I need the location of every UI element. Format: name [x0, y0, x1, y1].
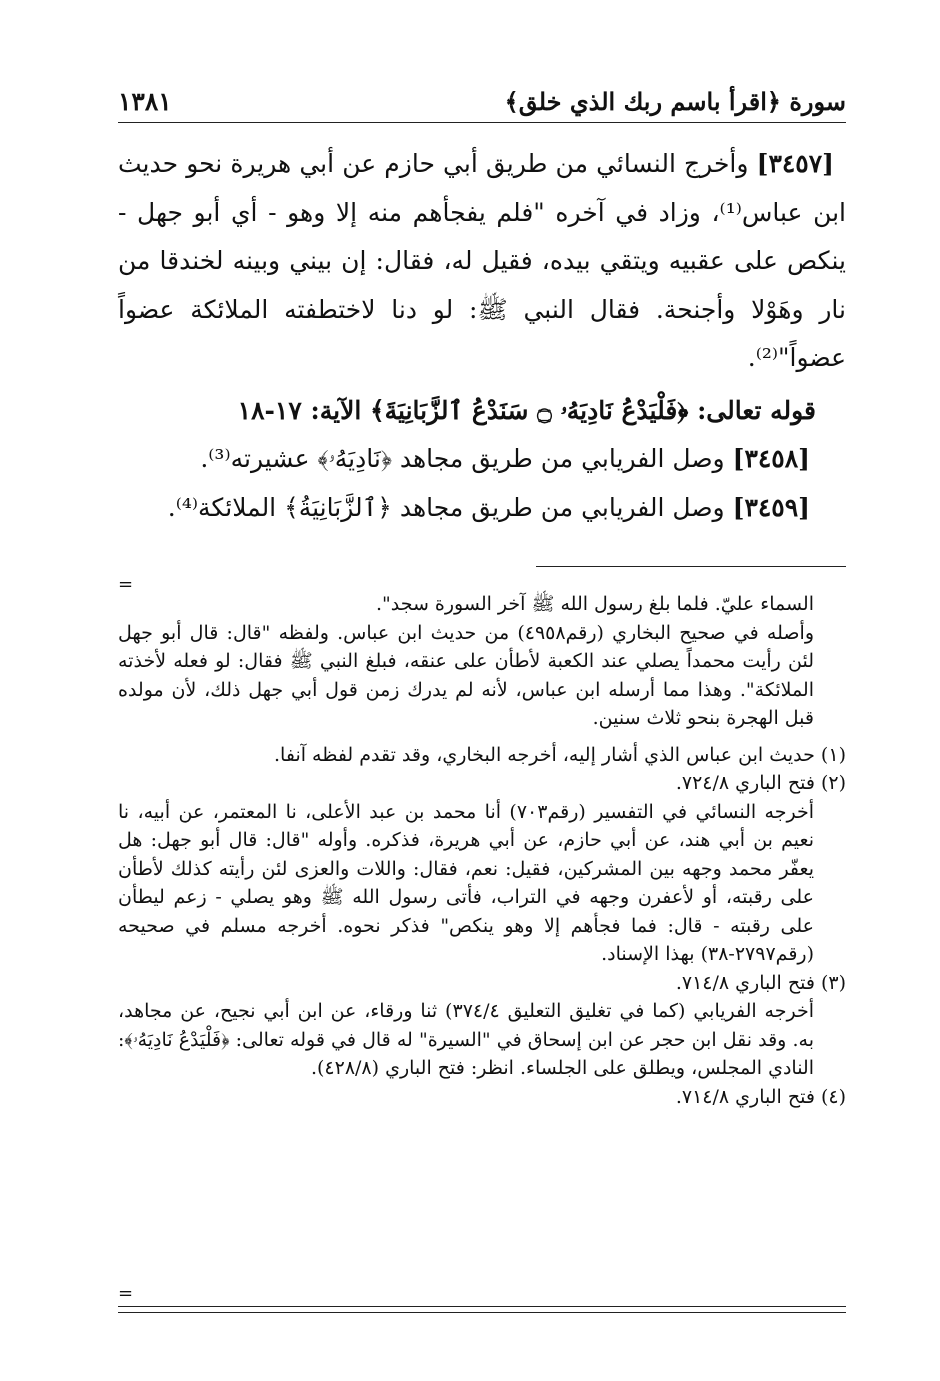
footer-rule-top	[118, 1306, 846, 1307]
book-page	[118, 60, 846, 1330]
header-rule	[118, 122, 846, 123]
hadith-3457	[118, 140, 846, 383]
footer-rule-bottom	[118, 1312, 846, 1313]
hadith-text: وصل الفريابي من طريق مجاهد ﴿نَادِيَهُۥ﴾ عشيرته⁽³⁾.	[200, 444, 725, 473]
main-text	[118, 140, 846, 532]
hadith-number: [٣٤٥٩]	[732, 492, 810, 522]
hadith-3458	[118, 435, 846, 484]
hadith-number: [٣٤٥٧]	[756, 149, 834, 178]
hadith-text: وأخرج النسائي من طريق أبي حازم عن أبي هريرة نحو حديث ابن عباس⁽¹⁾، وزاد في آخره "فلم يفجأهم منه إلا وهو - أي أبو جهل - ينكص على عقبيه ويتقي بيده، فقيل له، فقال: إن بيني وبينه لخندقا من نار وهَوْلا وأجنحة. فقال النبي ﷺ: لو دنا لاختطفته الملائكة عضواً عضواً"⁽²⁾.	[118, 149, 847, 372]
verse-heading: قوله تعالى: ﴿فَلْيَدْعُ نَادِيَهُۥ ۝ سَنَدْعُ ٱلزَّبَانِيَةَ﴾ الآية: ١٧-١٨	[237, 395, 816, 425]
footnotes	[118, 590, 846, 1111]
footnote-2-detail: أخرجه النسائي في التفسير (رقم٧٠٣) أنا محمد بن عبد الأعلى، نا المعتمر، عن أبيه، نا نعيم بن أبي هند، عن أبي حازم، عن أبي هريرة، فذكره. وأوله "قال: قال أبو جهل: هل يعفّر محمد وجهه بين المشركين، فقيل: نعم، فقال: واللات والعزى لئن رأيته كذلك لأطأن على رقبته، أو لأعفرن وجهه في التراب، فأتى رسول الله ﷺ وهو يصلي - زعم ليطأن على رقبته - قال: فما فجأهم إلا وهو ينكص" فذكر نحوه. أخرجه مسلم في صحيحه (رقم٢٧٩٧-٣٨) بهذا الإسناد.	[118, 800, 814, 965]
footnote-separator	[536, 566, 846, 567]
footnote-4: (٤) فتح الباري ٧١٤/٨.	[675, 1085, 846, 1108]
end-mark: =	[118, 1283, 134, 1304]
page-header	[118, 72, 846, 116]
hadith-number: [٣٤٥٨]	[732, 444, 810, 473]
hadith-3459	[118, 484, 846, 533]
footnote-continuation-paragraph: وأصله في صحيح البخاري (رقم٤٩٥٨) من حديث ابن عباس. ولفظه "قال: قال أبو جهل لئن رأيت محمداً يصلي عند الكعبة لأطأن على عنقه، فبلغ النبي ﷺ فقال: لو فعله لأخذته الملائكة". وهذا مما أرسله ابن عباس، لأنه لم يدرك زمن قول أبي جهل ذلك، لأن مولده قبل الهجرة بنحو ثلاث سنين.	[118, 621, 814, 729]
continuation-mark: =	[118, 574, 134, 595]
footnote-continuation-line: السماء عليّ. فلما بلغ رسول الله ﷺ آخر السورة سجد".	[375, 593, 814, 615]
footnote-3-detail: أخرجه الفريابي (كما في تغليق التعليق ٣٧٤/٤) ثنا ورقاء، عن ابن أبي نجيح، عن مجاهد، به. وقد نقل ابن حجر عن ابن إسحاق في "السيرة" له قال في قوله تعالى: ﴿فَلْيَدْعُ نَادِيَهُۥ﴾: النادي المجلس، ويطلق على الجلساء. انظر: فتح الباري (٤٢٨/٨).	[118, 1000, 814, 1079]
surah-title: سورة ﴿اقرأ باسم ربك الذي خلق﴾	[504, 87, 846, 116]
hadith-text: وصل الفريابي من طريق مجاهد ﴿ٱلزَّبَانِيَةُ﴾ الملائكة⁽⁴⁾.	[167, 492, 725, 522]
footnote-3: (٣) فتح الباري ٧١٤/٨.	[675, 971, 846, 994]
footnote-2: (٢) فتح الباري ٧٢٤/٨.	[675, 772, 846, 794]
footnote-1: (١) حديث ابن عباس الذي أشار إليه، أخرجه البخاري، وقد تقدم لفظه آنفا.	[274, 743, 846, 766]
page-number: ١٣٨١	[118, 87, 172, 116]
